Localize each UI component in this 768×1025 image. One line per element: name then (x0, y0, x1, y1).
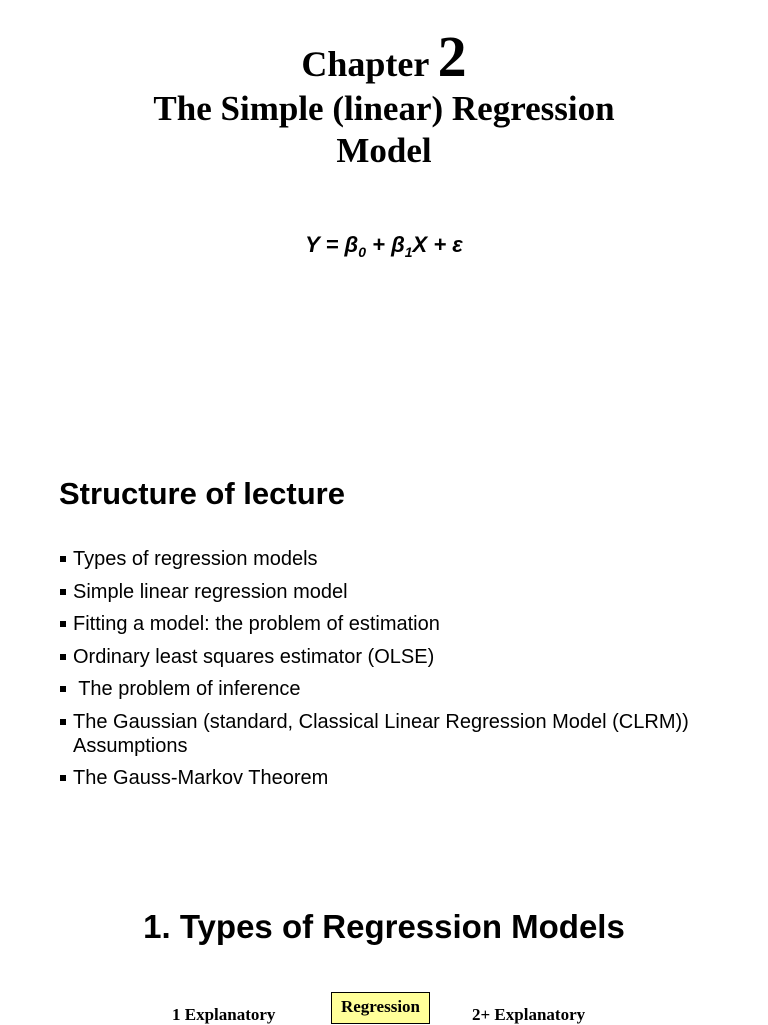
square-bullet-icon (60, 589, 66, 595)
eq-x: X (412, 232, 428, 257)
title-line-2: Model (336, 131, 432, 170)
list-item-text: Ordinary least squares estimator (OLSE) (73, 645, 435, 668)
list-item (58, 766, 718, 790)
eq-equals: = (319, 232, 345, 257)
list-item (58, 710, 718, 758)
types-heading: 1. Types of Regression Models (143, 908, 625, 945)
square-bullet-icon (60, 719, 66, 725)
list-item (58, 612, 718, 636)
list-item (58, 547, 718, 571)
eq-beta-0: β (344, 232, 359, 257)
regression-equation (0, 232, 768, 260)
lecture-structure-list (58, 547, 718, 799)
list-item-text: Simple linear regression model (73, 580, 348, 603)
two-plus-explanatory-label: 2+ Explanatory (472, 1005, 586, 1024)
square-bullet-icon (60, 621, 66, 627)
eq-plus-2: + (427, 232, 453, 257)
list-item-text: The Gaussian (standard, Classical Linear Regression Model (CLRM)) Assumptions (73, 710, 689, 757)
chapter-word: Chapter (301, 44, 429, 84)
eq-sub-0: 0 (358, 244, 366, 260)
square-bullet-icon (60, 775, 66, 781)
title-line-1: The Simple (linear) Regression (153, 89, 615, 128)
slide-title (0, 88, 768, 172)
list-item (58, 580, 718, 604)
regression-box: Regression (331, 992, 430, 1024)
square-bullet-icon (60, 654, 66, 660)
eq-beta-1: β (391, 232, 405, 257)
square-bullet-icon (60, 686, 66, 692)
structure-heading: Structure of lecture (59, 476, 345, 511)
list-item-text: The problem of inference (73, 678, 301, 700)
square-bullet-icon (60, 556, 66, 562)
list-item (58, 645, 718, 669)
eq-plus-1: + (365, 232, 392, 257)
eq-y: Y (305, 232, 320, 257)
regression-types-diagram (0, 992, 768, 1024)
chapter-heading (0, 22, 768, 92)
list-item-text: Fitting a model: the problem of estimation (73, 613, 440, 635)
chapter-number: 2 (437, 24, 467, 89)
list-item-text: The Gauss-Markov Theorem (73, 767, 329, 789)
one-explanatory-label: 1 Explanatory (172, 1005, 276, 1024)
eq-sub-1: 1 (404, 244, 413, 260)
list-item (58, 677, 718, 701)
list-item-text: Types of regression models (73, 548, 318, 570)
eq-epsilon: ε (452, 232, 463, 257)
